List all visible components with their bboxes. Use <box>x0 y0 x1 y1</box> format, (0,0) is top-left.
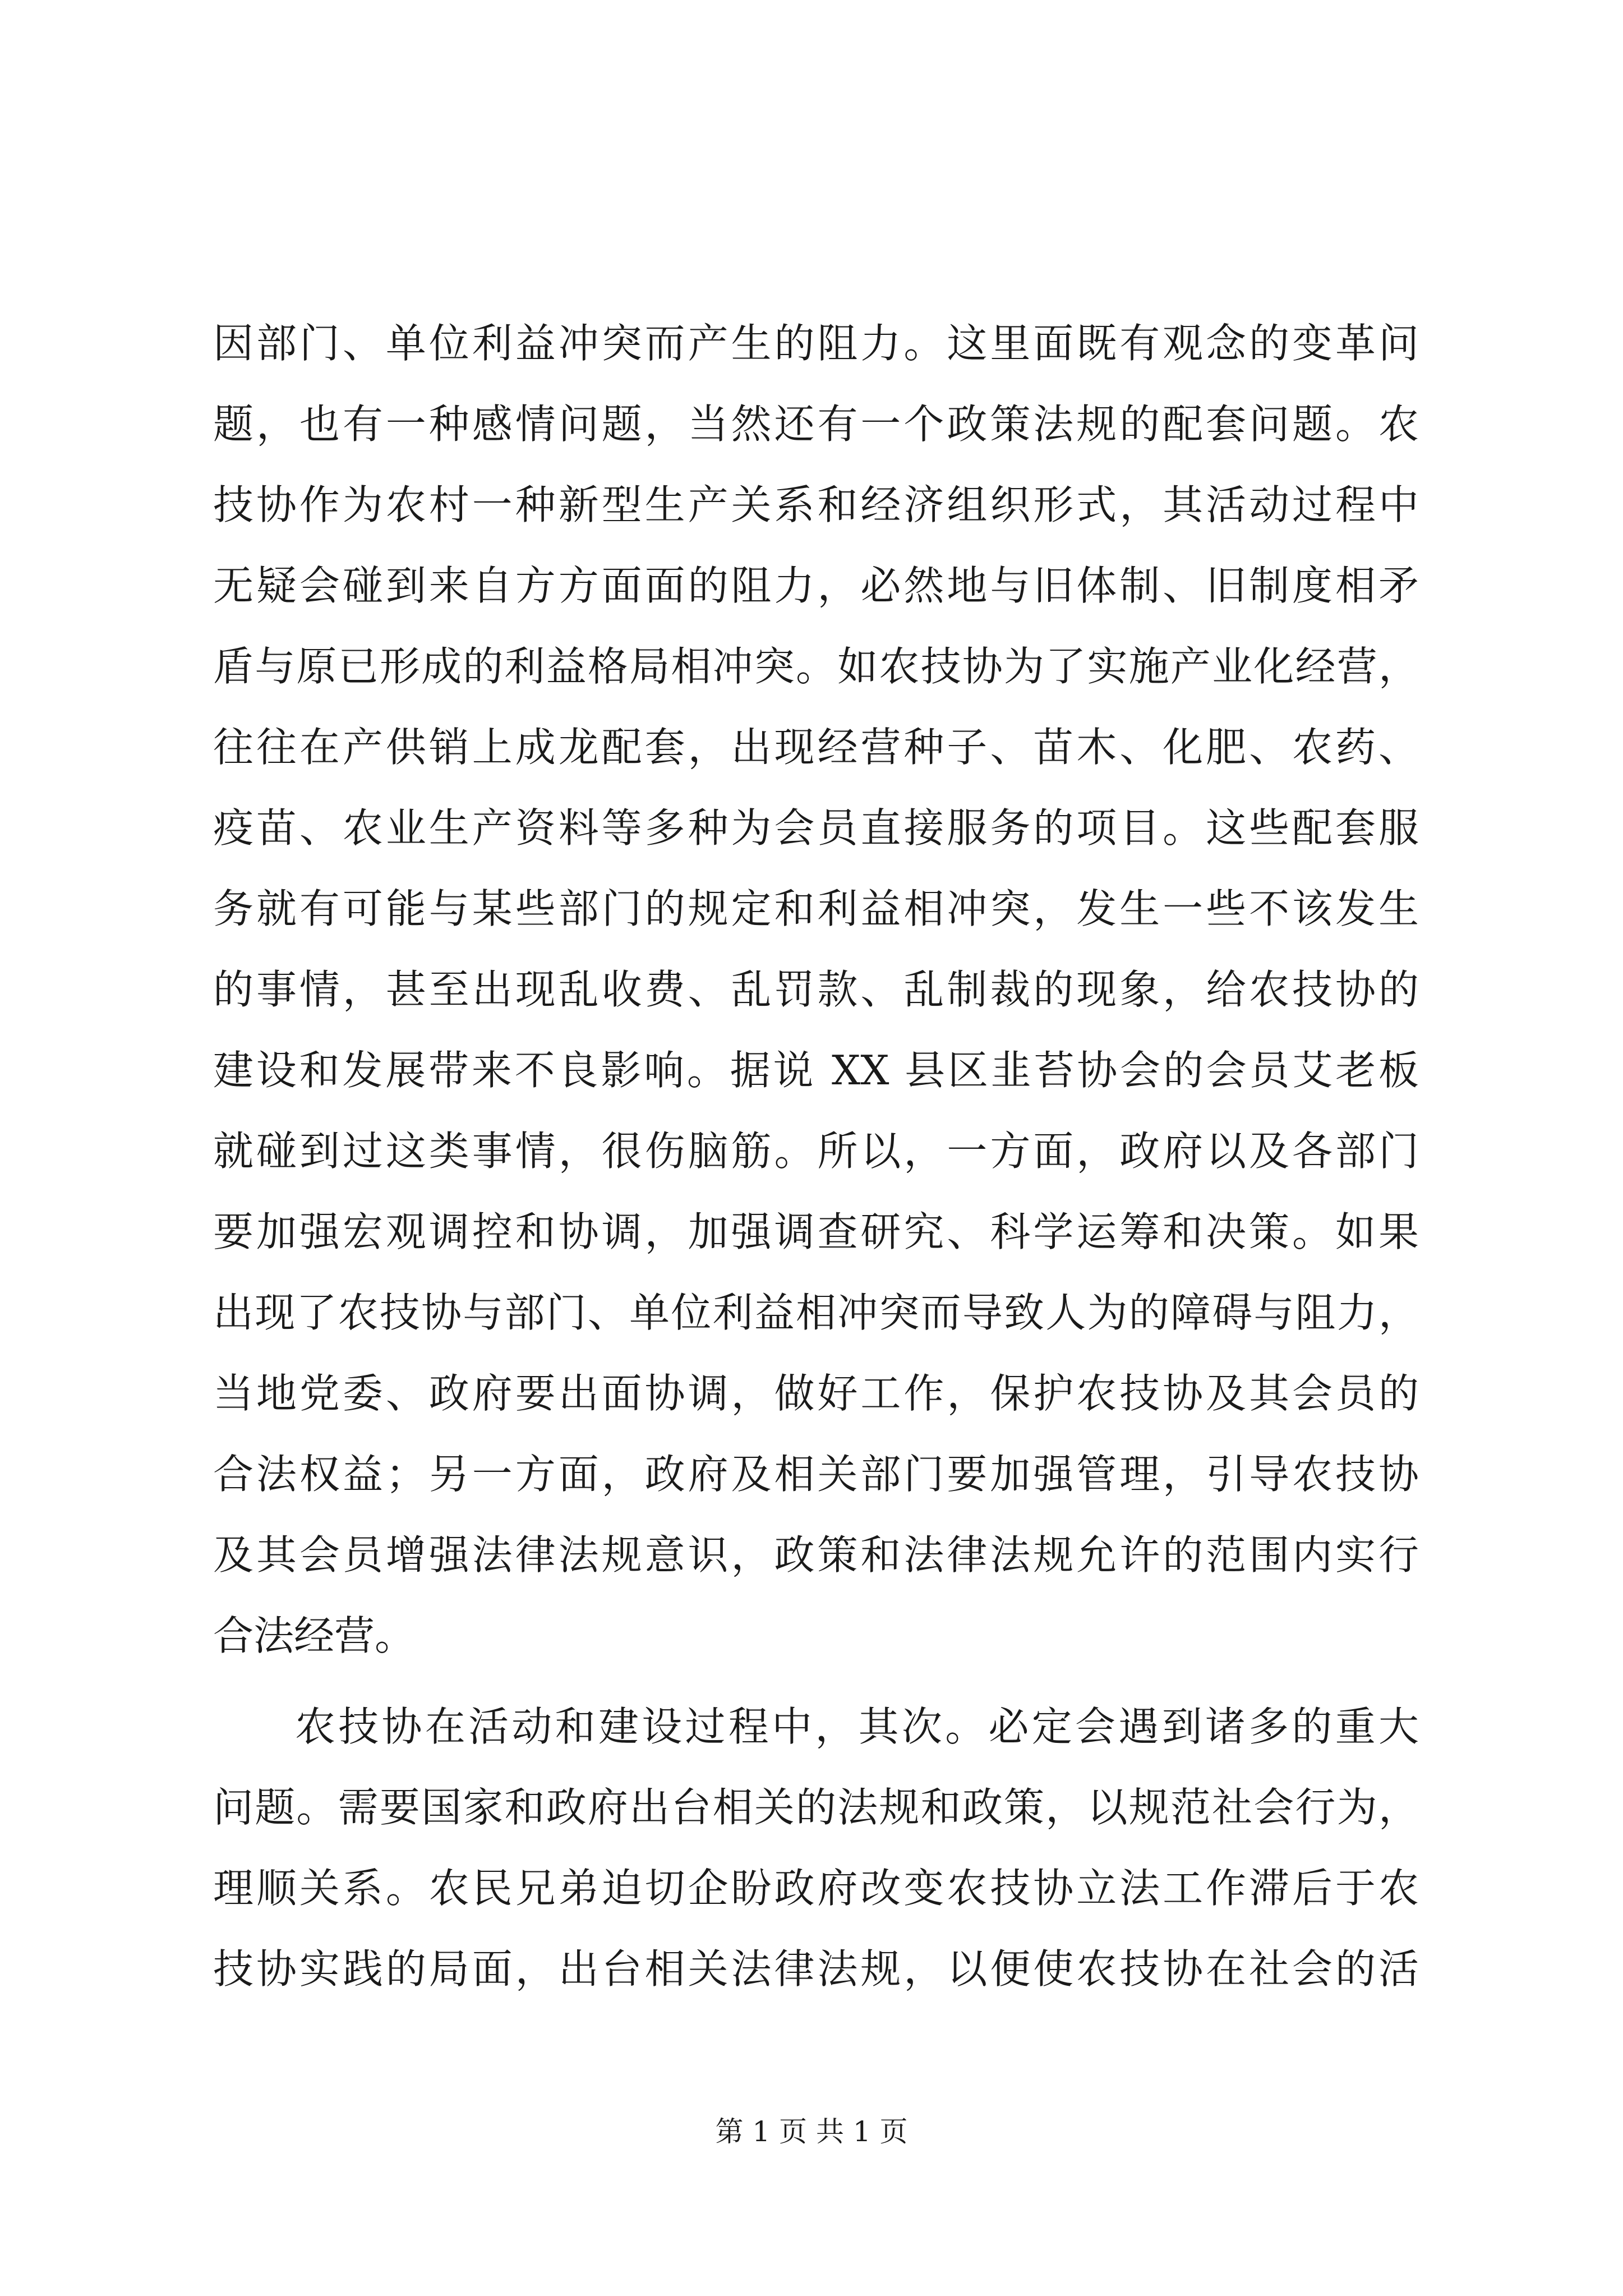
text-line: 因部门、单位利益冲突而产生的阻力。这里面既有观念的变革问 <box>213 320 1419 367</box>
text-line: 技协作为农村一种新型生产关系和经济组织形式，其活动过程中 <box>213 481 1419 528</box>
text-line: 技协实践的局面，出台相关法律法规，以便使农技协在社会的活 <box>213 1945 1419 1993</box>
text-line: 无疑会碰到来自方方面面的阻力，必然地与旧体制、旧制度相矛 <box>213 562 1419 609</box>
text-line: 往往在产供销上成龙配套，出现经营种子、苗木、化肥、农药、 <box>213 724 1419 771</box>
text-line: 当地党委、政府要出面协调，做好工作，保护农技协及其会员的 <box>213 1370 1419 1417</box>
text-line: 及其会员增强法律法规意识，政策和法律法规允许的范围内实行 <box>213 1531 1419 1579</box>
text-line: 合法权益；另一方面，政府及相关部门要加强管理，引导农技协 <box>213 1451 1419 1498</box>
text-line: 要加强宏观调控和协调，加强调查研究、科学运筹和决策。如果 <box>213 1208 1419 1255</box>
paragraph-gap <box>213 1676 1419 1686</box>
text-line: 的事情，甚至出现乱收费、乱罚款、乱制裁的现象，给农技协的 <box>213 966 1419 1013</box>
paragraph-2 <box>213 1686 1419 2009</box>
text-line: 合法经营。 <box>213 1612 416 1659</box>
page-footer: 第 1 页 共 1 页 <box>715 2115 908 2148</box>
text-line: 出现了农技协与部门、单位利益相冲突而导致人为的障碍与阻力， <box>213 1289 1419 1336</box>
text-line: 疫苗、农业生产资料等多种为会员直接服务的项目。这些配套服 <box>213 804 1419 852</box>
body-text <box>213 303 1419 2009</box>
paragraph-1 <box>213 303 1419 1676</box>
text-line: 务就有可能与某些部门的规定和利益相冲突，发生一些不该发生 <box>213 885 1419 932</box>
text-line: 盾与原已形成的利益格局相冲突。如农技协为了实施产业化经营， <box>213 643 1419 690</box>
text-line: 农技协在活动和建设过程中，其次。必定会遇到诸多的重大 <box>295 1703 1419 1750</box>
text-line: 就碰到过这类事情，很伤脑筋。所以，一方面，政府以及各部门 <box>213 1128 1419 1175</box>
text-line: 建设和发展带来不良影响。据说 XX 县区韭苔协会的会员艾老板 <box>213 1047 1419 1094</box>
text-line: 问题。需要国家和政府出台相关的法规和政策，以规范社会行为， <box>213 1784 1419 1831</box>
text-line: 理顺关系。农民兄弟迫切企盼政府改变农技协立法工作滞后于农 <box>213 1865 1419 1912</box>
text-line: 题，也有一种感情问题，当然还有一个政策法规的配套问题。农 <box>213 401 1419 448</box>
